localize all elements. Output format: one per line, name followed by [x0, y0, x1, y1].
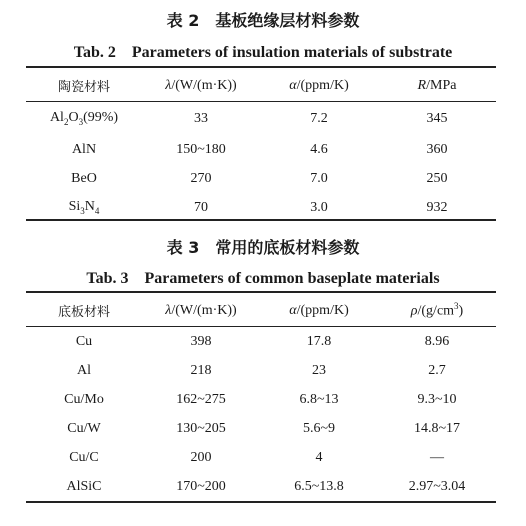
table-cell: 2.97~3.04 [408, 478, 466, 494]
table-cell: 162~275 [176, 391, 226, 407]
table3-material: Cu/Mo [64, 391, 104, 407]
table2-top-rule [26, 66, 496, 68]
table-cell: 170~200 [176, 478, 226, 494]
table2-header-row [26, 69, 496, 102]
table-cell: 345 [426, 110, 448, 126]
table2 [26, 69, 496, 222]
table-cell: 17.8 [306, 333, 332, 349]
table3-header-material: 底板材料 [57, 305, 110, 320]
table2-material-aln: AlN [71, 141, 97, 157]
table3-material: Al [77, 362, 91, 378]
table3-header-row [26, 294, 496, 327]
table-cell: 7.0 [310, 170, 328, 186]
table-row [26, 193, 496, 222]
table-cell: 398 [190, 333, 212, 349]
table3-material: AlSiC [66, 478, 102, 494]
table-row [26, 472, 496, 501]
table-cell: — [430, 449, 444, 465]
table-cell: 2.7 [428, 362, 446, 378]
table2-material-si3n4: $Si_3N_4$ [68, 199, 100, 216]
table-cell: 932 [426, 199, 448, 215]
table-cell: 360 [426, 141, 448, 157]
table2-header-material: 陶瓷材料 [57, 80, 110, 95]
table-cell: 218 [190, 362, 212, 378]
table-row [26, 385, 496, 414]
table2-bottom-rule [26, 219, 496, 221]
table-cell: 8.96 [424, 333, 450, 349]
table-cell: 4 [315, 449, 323, 465]
table3-header-rule [26, 326, 496, 327]
table3-header-conductivity: λ/(W/(m·K)) [165, 302, 237, 318]
table2-header-rule [26, 101, 496, 102]
table-cell: 9.3~10 [417, 391, 457, 407]
table-cell: 6.5~13.8 [294, 478, 344, 494]
table2-caption-cn: 表 2 基板绝缘层材料参数 [166, 11, 360, 30]
table2-caption-en: Tab. 2 Parameters of insulation materials of substrate [73, 44, 453, 61]
table-cell: 250 [426, 170, 448, 186]
table-cell: 23 [312, 362, 326, 378]
table-cell: 6.8~13 [299, 391, 339, 407]
table-cell: 14.8~17 [413, 420, 461, 436]
table3-caption-cn: 表 3 常用的底板材料参数 [166, 238, 360, 257]
table-row [26, 356, 496, 385]
table-row [26, 327, 496, 356]
table2-header-conductivity: λ/(W/(m·K)) [165, 77, 237, 93]
table-cell: 270 [190, 170, 212, 186]
table3-top-rule [26, 291, 496, 293]
table-row [26, 164, 496, 193]
table-row [26, 135, 496, 164]
table3-header-expansion: α/(ppm/K) [289, 302, 349, 318]
table-cell: 5.6~9 [302, 420, 336, 436]
table3-material: Cu [75, 333, 93, 349]
table-row [26, 102, 496, 135]
table-cell: 33 [194, 110, 208, 126]
table-cell: 150~180 [176, 141, 226, 157]
table-cell: 3.0 [310, 199, 328, 215]
table3-bottom-rule [26, 501, 496, 503]
table2-header-strength: R/MPa [417, 77, 457, 93]
table2-material-beo: BeO [71, 170, 97, 186]
table-row [26, 414, 496, 443]
table3-material: Cu/W [67, 420, 101, 436]
table3-header-density: $\rho/(g/cm^3)$ [410, 301, 464, 319]
table-cell: 4.6 [310, 141, 328, 157]
table-cell: 200 [190, 449, 212, 465]
table-cell: 70 [194, 199, 208, 215]
table2-header-expansion: α/(ppm/K) [289, 77, 349, 93]
table-cell: 7.2 [310, 110, 328, 126]
table3-caption-en: Tab. 3 Parameters of common baseplate materials [86, 270, 440, 287]
table3-material: Cu/C [69, 449, 99, 465]
table-cell: 130~205 [176, 420, 226, 436]
table-row [26, 443, 496, 472]
table2-material-al2o3: $Al_2O_3(99\%)$ [49, 110, 119, 127]
